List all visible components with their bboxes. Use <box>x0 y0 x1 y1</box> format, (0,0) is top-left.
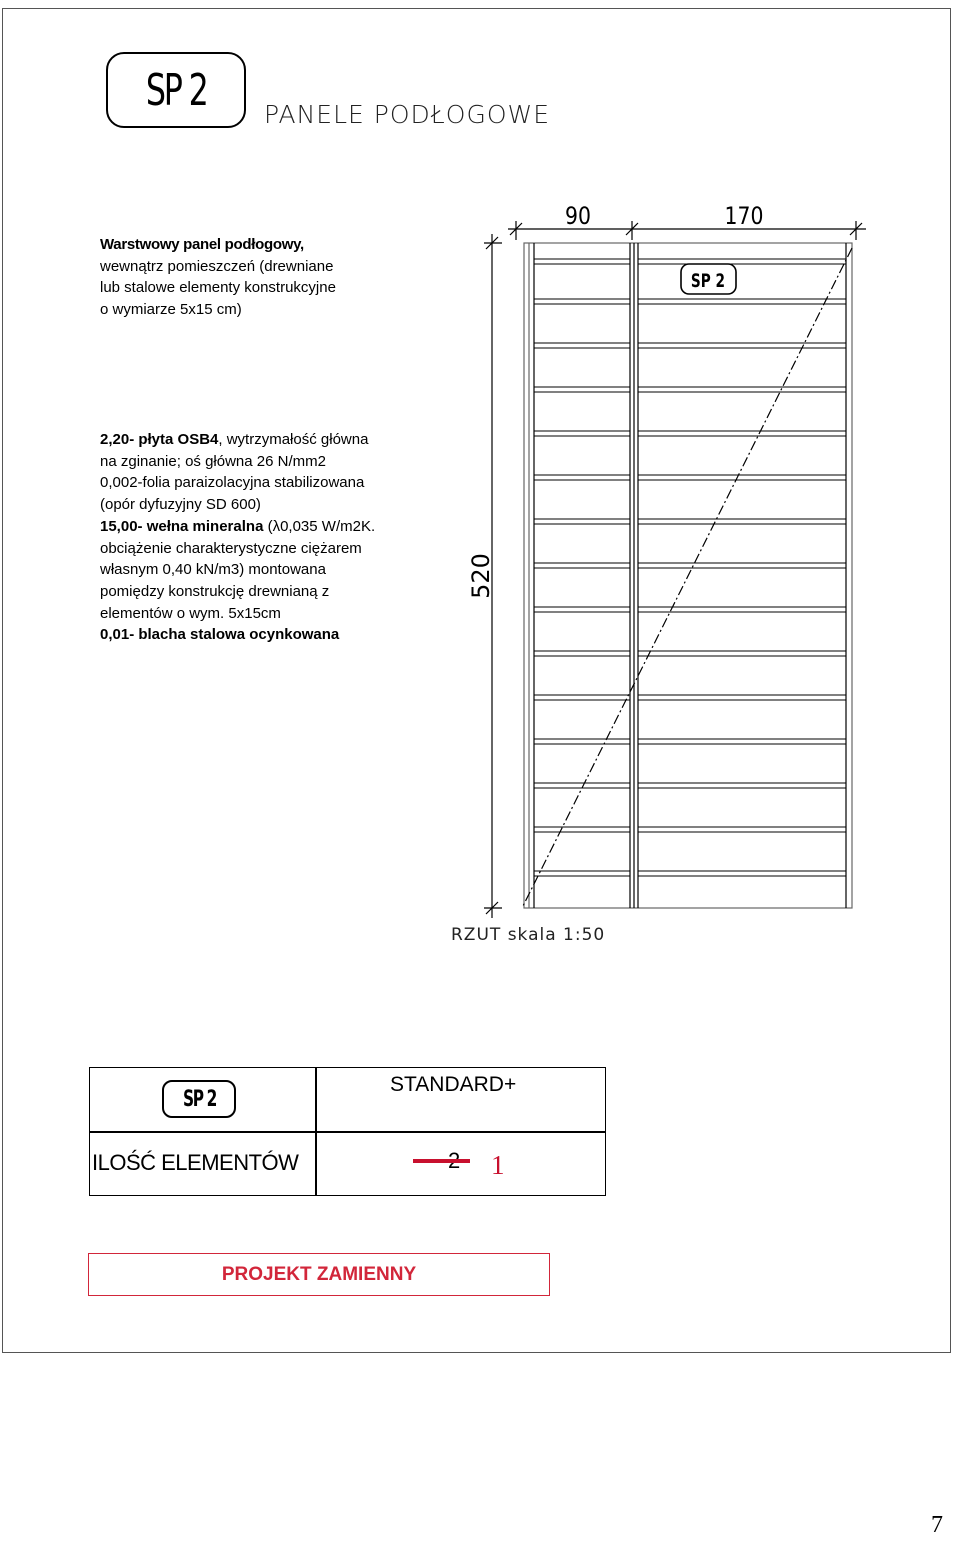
intro-line: Warstwowy panel podłogowy, <box>100 236 304 253</box>
new-quantity: 1 <box>491 1150 505 1180</box>
spec-line: elementów o wym. 5x15cm <box>100 604 281 622</box>
spec-wool-rest: (λ0,035 W/m2K. <box>263 517 376 535</box>
spec-wool-bold: 15,00- wełna mineralna <box>100 517 264 535</box>
table-badge: SP 2 <box>162 1080 236 1118</box>
table-header-standard: STANDARD+ <box>390 1073 517 1096</box>
spec-osb-bold: 2,20- płyta OSB4 <box>100 431 219 448</box>
top-dimension <box>508 221 866 240</box>
sheet-title: PANELE PODŁOGOWE <box>264 100 551 129</box>
spec-osb-rest: , wytrzymałość główna <box>218 431 369 448</box>
spec-steel-bold: 0,01- blacha stalowa ocynkowana <box>100 626 340 644</box>
revision-banner: PROJEKT ZAMIENNY <box>88 1253 550 1296</box>
panel-diagonal <box>522 248 852 908</box>
quantity-table <box>89 1067 606 1196</box>
spec-line: pomiędzy konstrukcję drewnianą z <box>100 582 330 600</box>
intro-line: o wymiarze 5x15 cm) <box>100 300 242 318</box>
spec-line: 0,002-folia paraizolacyjna stabilizowana <box>100 474 365 492</box>
panel-joists <box>534 259 846 876</box>
table-row-divider <box>90 1131 605 1133</box>
page-number: 7 <box>931 1512 943 1538</box>
plan-caption: RZUT skala 1:50 <box>451 925 606 945</box>
dim-top-right-label: 170 <box>724 202 764 231</box>
spec-line: (opór dyfuzyjny SD 600) <box>100 496 261 514</box>
strikethrough-mark <box>413 1159 470 1163</box>
sheet-code-badge: SP 2 <box>106 52 246 128</box>
intro-line: wewnątrz pomieszczeń (drewniane <box>100 257 334 275</box>
spec-line: obciążenie charakterystyczne ciężarem <box>100 539 362 557</box>
intro-line: lub stalowe elementy konstrukcyjne <box>100 279 336 296</box>
table-row-label: ILOŚĆ ELEMENTÓW <box>92 1150 299 1175</box>
spec-line: na zginanie; oś główna 26 N/mm2 <box>100 452 326 470</box>
spec-line: własnym 0,40 kN/m3) montowana <box>100 561 326 579</box>
plan-badge-label: SP 2 <box>690 269 726 292</box>
dim-side-label: 520 <box>467 553 495 599</box>
dim-top-left-label: 90 <box>565 202 591 231</box>
